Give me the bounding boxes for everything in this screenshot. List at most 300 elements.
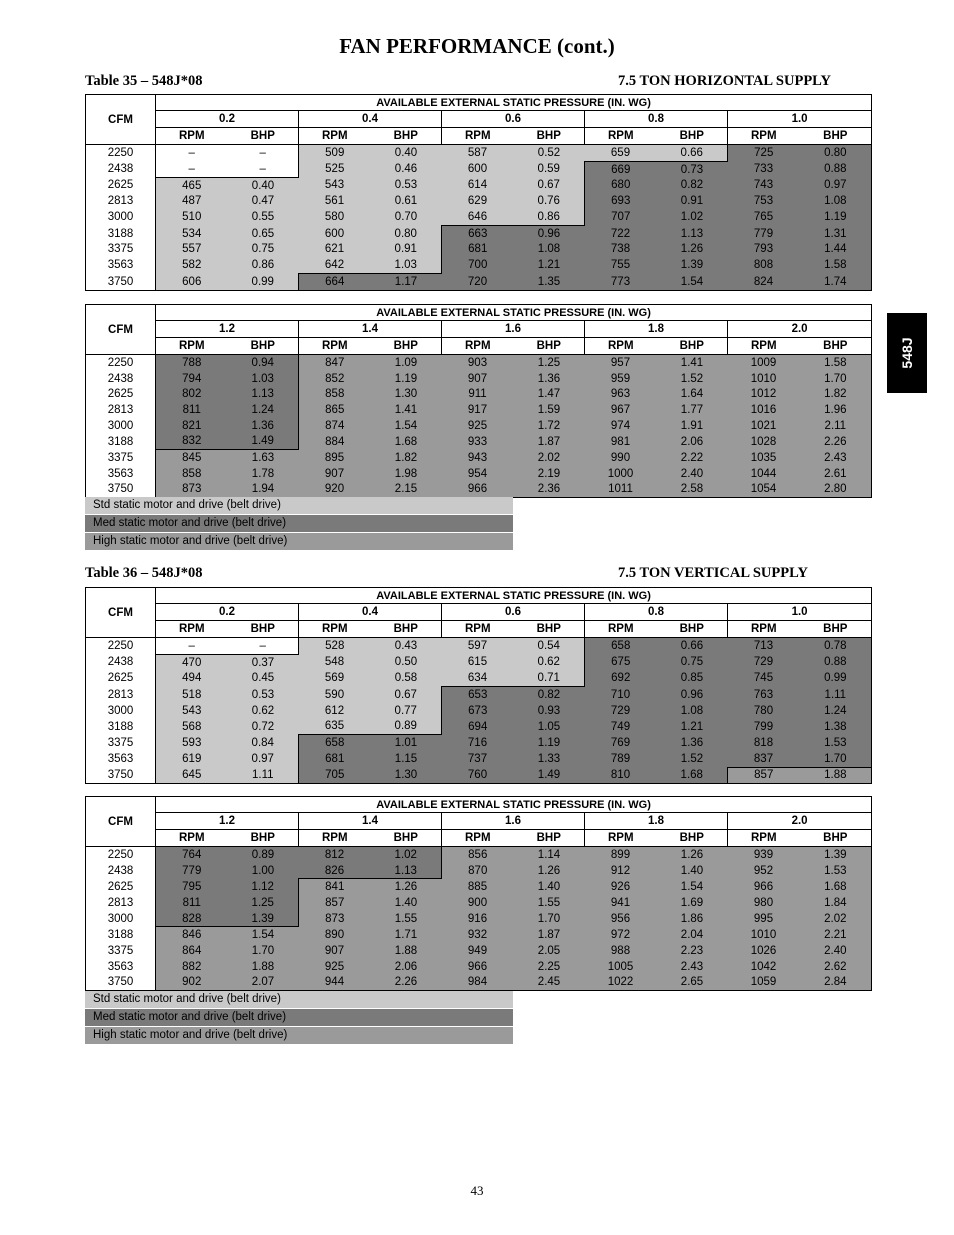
legend-med: Med static motor and drive (belt drive): [85, 515, 513, 532]
rpm-value: 621: [299, 242, 371, 258]
cfm-value: 2625: [86, 177, 156, 193]
rpm-value: 1059: [728, 975, 800, 991]
bhp-value: 1.49: [228, 433, 299, 449]
bhp-value: 2.21: [800, 927, 872, 943]
table-row: [86, 654, 872, 670]
bhp-value: 1.88: [800, 767, 872, 784]
rpm-value: 743: [728, 177, 800, 193]
rpm-value: 658: [299, 735, 371, 751]
rpm-value: 1010: [728, 371, 800, 387]
rpm-header: RPM: [299, 338, 371, 355]
cfm-header: CFM: [86, 797, 156, 847]
bhp-value: 1.24: [800, 703, 872, 719]
bhp-value: 0.89: [228, 847, 299, 863]
bhp-value: 1.70: [228, 943, 299, 959]
bhp-value: 1.13: [228, 386, 299, 402]
bhp-value: 1.02: [657, 209, 728, 225]
rpm-value: 692: [585, 670, 657, 686]
cfm-header: CFM: [86, 305, 156, 355]
rpm-value: 911: [442, 386, 514, 402]
bhp-value: 1.44: [800, 242, 872, 258]
rpm-value: 465: [156, 177, 228, 193]
bhp-value: 0.58: [371, 670, 442, 686]
bhp-value: 0.67: [371, 687, 442, 703]
static-pressure-header: AVAILABLE EXTERNAL STATIC PRESSURE (IN. WG): [156, 588, 872, 604]
pressure-header: 0.8: [585, 604, 728, 621]
bhp-value: 0.61: [371, 194, 442, 210]
rpm-value: 525: [299, 161, 371, 177]
bhp-value: 1.03: [371, 257, 442, 273]
table-row: [86, 879, 872, 895]
pressure-header: 0.8: [585, 111, 728, 128]
bhp-value: 1.21: [514, 257, 585, 273]
rpm-value: 865: [299, 402, 371, 418]
rpm-value: 663: [442, 225, 514, 241]
rpm-value: 856: [442, 847, 514, 863]
table-row: [86, 194, 872, 210]
rpm-value: 1021: [728, 418, 800, 434]
rpm-header: RPM: [299, 621, 371, 638]
rpm-value: 590: [299, 687, 371, 703]
rpm-value: 700: [442, 257, 514, 273]
rpm-value: 952: [728, 863, 800, 879]
bhp-value: 2.43: [657, 959, 728, 975]
rpm-value: 729: [585, 703, 657, 719]
rpm-value: 510: [156, 209, 228, 225]
bhp-value: 0.46: [371, 161, 442, 177]
pressure-header: 0.6: [442, 111, 585, 128]
bhp-value: 1.41: [371, 402, 442, 418]
pressure-header: 1.0: [728, 604, 872, 621]
bhp-value: 1.70: [514, 911, 585, 927]
pressure-header: 1.8: [585, 813, 728, 830]
bhp-value: 1.24: [228, 402, 299, 418]
bhp-header: BHP: [514, 830, 585, 847]
rpm-value: 693: [585, 194, 657, 210]
bhp-value: 0.54: [514, 638, 585, 655]
rpm-value: 939: [728, 847, 800, 863]
section-tab: [887, 313, 927, 393]
legend-high: High static motor and drive (belt drive): [85, 1027, 513, 1044]
rpm-header: RPM: [156, 338, 228, 355]
table-row: [86, 927, 872, 943]
table-row: [86, 225, 872, 241]
table-36-caption: [85, 565, 850, 583]
rpm-value: 615: [442, 654, 514, 670]
bhp-header: BHP: [657, 621, 728, 638]
bhp-value: 0.67: [514, 177, 585, 193]
rpm-value: 1028: [728, 433, 800, 449]
rpm-value: 812: [299, 847, 371, 863]
rpm-value: 1005: [585, 959, 657, 975]
bhp-value: 2.26: [800, 433, 872, 449]
bhp-value: 1.19: [371, 371, 442, 387]
bhp-value: 1.13: [371, 863, 442, 879]
bhp-value: 1.87: [514, 433, 585, 449]
bhp-value: 1.11: [228, 767, 299, 784]
table-row: [86, 433, 872, 449]
bhp-value: 0.40: [371, 145, 442, 162]
rpm-value: 858: [156, 466, 228, 482]
bhp-header: BHP: [371, 338, 442, 355]
cfm-value: 3000: [86, 418, 156, 434]
bhp-header: BHP: [800, 338, 872, 355]
rpm-value: 681: [442, 242, 514, 258]
rpm-value: 941: [585, 895, 657, 911]
pressure-header: 0.6: [442, 604, 585, 621]
rpm-header: RPM: [156, 621, 228, 638]
rpm-value: 899: [585, 847, 657, 863]
bhp-value: 2.40: [657, 466, 728, 482]
bhp-value: 1.78: [228, 466, 299, 482]
bhp-value: 0.82: [514, 687, 585, 703]
rpm-value: 821: [156, 418, 228, 434]
bhp-value: 0.66: [657, 638, 728, 655]
rpm-value: 580: [299, 209, 371, 225]
bhp-value: 0.59: [514, 161, 585, 177]
legend-std: Std static motor and drive (belt drive): [85, 497, 513, 514]
cfm-value: 3750: [86, 482, 156, 498]
bhp-value: 0.77: [371, 703, 442, 719]
bhp-header: BHP: [514, 338, 585, 355]
bhp-value: 2.80: [800, 482, 872, 498]
bhp-value: 2.40: [800, 943, 872, 959]
rpm-value: 907: [442, 371, 514, 387]
cfm-value: 3750: [86, 767, 156, 784]
rpm-value: 548: [299, 654, 371, 670]
rpm-value: 795: [156, 879, 228, 895]
legend-table-35: [85, 497, 513, 551]
bhp-value: 1.70: [800, 751, 872, 767]
bhp-value: 2.62: [800, 959, 872, 975]
table-row: [86, 943, 872, 959]
rpm-value: 956: [585, 911, 657, 927]
table-row: [86, 450, 872, 466]
bhp-value: 1.31: [800, 225, 872, 241]
rpm-value: 1022: [585, 975, 657, 991]
fan-performance-table: [85, 796, 872, 991]
rpm-value: 788: [156, 355, 228, 371]
pressure-header: 1.2: [156, 321, 299, 338]
bhp-value: 0.86: [514, 209, 585, 225]
rpm-value: 645: [156, 767, 228, 784]
bhp-value: 1.74: [800, 274, 872, 291]
pressure-header: 0.2: [156, 604, 299, 621]
bhp-value: 0.97: [228, 751, 299, 767]
rpm-header: RPM: [585, 830, 657, 847]
bhp-value: 1.94: [228, 482, 299, 498]
rpm-value: 764: [156, 847, 228, 863]
rpm-value: 664: [299, 274, 371, 291]
cfm-value: 3000: [86, 911, 156, 927]
rpm-value: 659: [585, 145, 657, 162]
bhp-value: 1.12: [228, 879, 299, 895]
rpm-value: 966: [728, 879, 800, 895]
rpm-value: 587: [442, 145, 514, 162]
rpm-value: 925: [442, 418, 514, 434]
bhp-value: 2.04: [657, 927, 728, 943]
table-row: [86, 975, 872, 991]
cfm-value: 2250: [86, 847, 156, 863]
pressure-header: 0.4: [299, 604, 442, 621]
table-row: [86, 718, 872, 734]
bhp-value: 0.94: [228, 355, 299, 371]
cfm-value: 3563: [86, 257, 156, 273]
rpm-header: RPM: [442, 830, 514, 847]
bhp-value: 1.21: [657, 718, 728, 734]
rpm-value: 680: [585, 177, 657, 193]
table-row: [86, 703, 872, 719]
static-pressure-header: AVAILABLE EXTERNAL STATIC PRESSURE (IN. WG): [156, 95, 872, 111]
table-36-title: Table 36 – 548J*08: [85, 565, 203, 581]
bhp-value: 1.02: [371, 847, 442, 863]
bhp-value: 2.43: [800, 450, 872, 466]
bhp-value: 1.91: [657, 418, 728, 434]
bhp-value: 1.58: [800, 355, 872, 371]
bhp-value: 2.65: [657, 975, 728, 991]
bhp-value: 0.85: [657, 670, 728, 686]
rpm-value: 857: [728, 767, 800, 784]
rpm-value: 753: [728, 194, 800, 210]
rpm-value: 600: [299, 225, 371, 241]
bhp-value: 1.88: [228, 959, 299, 975]
rpm-header: RPM: [585, 128, 657, 145]
bhp-value: 2.58: [657, 482, 728, 498]
rpm-value: 912: [585, 863, 657, 879]
bhp-value: 1.53: [800, 735, 872, 751]
table-row: [86, 751, 872, 767]
table-row: [86, 355, 872, 371]
rpm-value: 858: [299, 386, 371, 402]
rpm-value: 916: [442, 911, 514, 927]
bhp-value: 1.15: [371, 751, 442, 767]
cfm-value: 3000: [86, 209, 156, 225]
bhp-value: 1.05: [514, 718, 585, 734]
bhp-value: 1.77: [657, 402, 728, 418]
rpm-value: 1009: [728, 355, 800, 371]
table-row: [86, 274, 872, 291]
bhp-value: 1.39: [800, 847, 872, 863]
rpm-value: 926: [585, 879, 657, 895]
bhp-header: BHP: [657, 830, 728, 847]
bhp-value: 2.22: [657, 450, 728, 466]
rpm-value: –: [156, 145, 228, 162]
pressure-header: 1.0: [728, 111, 872, 128]
table-row: [86, 402, 872, 418]
rpm-value: 561: [299, 194, 371, 210]
rpm-value: 832: [156, 433, 228, 449]
rpm-value: 487: [156, 194, 228, 210]
cfm-value: 2438: [86, 371, 156, 387]
bhp-value: 1.86: [657, 911, 728, 927]
static-pressure-header: AVAILABLE EXTERNAL STATIC PRESSURE (IN. WG): [156, 305, 872, 321]
bhp-value: 1.72: [514, 418, 585, 434]
bhp-value: 0.65: [228, 225, 299, 241]
bhp-value: 1.26: [657, 242, 728, 258]
pressure-header: 0.2: [156, 111, 299, 128]
bhp-value: 1.54: [371, 418, 442, 434]
rpm-header: RPM: [442, 338, 514, 355]
cfm-value: 3750: [86, 975, 156, 991]
rpm-value: 673: [442, 703, 514, 719]
rpm-value: 1010: [728, 927, 800, 943]
bhp-value: 0.66: [657, 145, 728, 162]
rpm-value: 606: [156, 274, 228, 291]
rpm-value: 518: [156, 687, 228, 703]
page-number: 43: [470, 1183, 484, 1198]
table-row: [86, 386, 872, 402]
bhp-value: 2.15: [371, 482, 442, 498]
rpm-value: 967: [585, 402, 657, 418]
bhp-value: 0.99: [228, 274, 299, 291]
rpm-value: 619: [156, 751, 228, 767]
table-row: [86, 177, 872, 193]
bhp-value: 1.33: [514, 751, 585, 767]
cfm-value: 2438: [86, 863, 156, 879]
cfm-value: 3563: [86, 959, 156, 975]
cfm-value: 3563: [86, 751, 156, 767]
bhp-value: 0.82: [657, 177, 728, 193]
rpm-value: 779: [728, 225, 800, 241]
bhp-value: 0.80: [800, 145, 872, 162]
legend-high: High static motor and drive (belt drive): [85, 533, 513, 550]
bhp-value: 1.54: [228, 927, 299, 943]
rpm-value: 870: [442, 863, 514, 879]
rpm-header: RPM: [728, 128, 800, 145]
table-row: [86, 145, 872, 162]
rpm-value: 737: [442, 751, 514, 767]
rpm-value: 600: [442, 161, 514, 177]
bhp-value: 1.49: [514, 767, 585, 784]
bhp-value: 1.30: [371, 767, 442, 784]
rpm-value: 653: [442, 687, 514, 703]
bhp-value: 1.82: [800, 386, 872, 402]
table-row: [86, 242, 872, 258]
rpm-value: 738: [585, 242, 657, 258]
bhp-value: 1.26: [657, 847, 728, 863]
bhp-value: 1.55: [514, 895, 585, 911]
rpm-header: RPM: [442, 621, 514, 638]
rpm-value: 733: [728, 161, 800, 177]
bhp-value: 1.39: [657, 257, 728, 273]
rpm-value: 902: [156, 975, 228, 991]
bhp-header: BHP: [228, 338, 299, 355]
bhp-value: 1.68: [371, 433, 442, 449]
rpm-value: 1016: [728, 402, 800, 418]
cfm-value: 3188: [86, 433, 156, 449]
bhp-value: 0.78: [800, 638, 872, 655]
bhp-value: 1.14: [514, 847, 585, 863]
rpm-value: 903: [442, 355, 514, 371]
bhp-header: BHP: [800, 830, 872, 847]
bhp-value: 0.72: [228, 718, 299, 734]
rpm-value: 779: [156, 863, 228, 879]
rpm-value: 707: [585, 209, 657, 225]
rpm-value: 722: [585, 225, 657, 241]
pressure-header: 0.4: [299, 111, 442, 128]
rpm-value: 569: [299, 670, 371, 686]
bhp-value: 1.08: [800, 194, 872, 210]
table-35-title: Table 35 – 548J*08: [85, 73, 203, 89]
rpm-value: 710: [585, 687, 657, 703]
rpm-value: 873: [299, 911, 371, 927]
bhp-value: 1.52: [657, 371, 728, 387]
table-row: [86, 257, 872, 273]
bhp-value: 2.06: [657, 433, 728, 449]
bhp-value: 2.05: [514, 943, 585, 959]
bhp-header: BHP: [657, 128, 728, 145]
cfm-value: 3000: [86, 703, 156, 719]
cfm-value: 3375: [86, 943, 156, 959]
rpm-value: 794: [156, 371, 228, 387]
rpm-value: 780: [728, 703, 800, 719]
table-row: [86, 418, 872, 434]
bhp-value: 0.75: [228, 242, 299, 258]
bhp-value: 1.11: [800, 687, 872, 703]
bhp-value: 1.59: [514, 402, 585, 418]
rpm-value: 885: [442, 879, 514, 895]
bhp-value: 1.08: [514, 242, 585, 258]
rpm-value: 725: [728, 145, 800, 162]
rpm-value: 568: [156, 718, 228, 734]
rpm-value: 705: [299, 767, 371, 784]
cfm-value: 3750: [86, 274, 156, 291]
bhp-value: 0.71: [514, 670, 585, 686]
rpm-value: 890: [299, 927, 371, 943]
fan-performance-table: [85, 304, 872, 498]
rpm-value: 729: [728, 654, 800, 670]
bhp-value: 1.41: [657, 355, 728, 371]
table-row: [86, 863, 872, 879]
bhp-header: BHP: [657, 338, 728, 355]
bhp-value: 1.54: [657, 879, 728, 895]
rpm-header: RPM: [728, 830, 800, 847]
cfm-value: 2250: [86, 145, 156, 162]
rpm-value: 802: [156, 386, 228, 402]
rpm-value: 864: [156, 943, 228, 959]
rpm-value: 932: [442, 927, 514, 943]
rpm-value: 949: [442, 943, 514, 959]
table-row: [86, 911, 872, 927]
table-row: [86, 687, 872, 703]
rpm-value: 745: [728, 670, 800, 686]
cfm-header: CFM: [86, 588, 156, 638]
rpm-value: 925: [299, 959, 371, 975]
rpm-value: 847: [299, 355, 371, 371]
rpm-value: 1042: [728, 959, 800, 975]
rpm-value: 612: [299, 703, 371, 719]
table-row: [86, 847, 872, 863]
bhp-value: 0.93: [514, 703, 585, 719]
bhp-header: BHP: [514, 128, 585, 145]
bhp-value: 2.02: [800, 911, 872, 927]
rpm-header: RPM: [156, 128, 228, 145]
rpm-value: 629: [442, 194, 514, 210]
rpm-value: 593: [156, 735, 228, 751]
rpm-value: 635: [299, 718, 371, 734]
bhp-value: 1.53: [800, 863, 872, 879]
bhp-value: 2.06: [371, 959, 442, 975]
table-35-subtitle: 7.5 TON HORIZONTAL SUPPLY: [618, 73, 831, 89]
rpm-value: 944: [299, 975, 371, 991]
rpm-value: 828: [156, 911, 228, 927]
rpm-value: 995: [728, 911, 800, 927]
rpm-value: 1000: [585, 466, 657, 482]
rpm-header: RPM: [299, 830, 371, 847]
bhp-value: 0.86: [228, 257, 299, 273]
bhp-value: 0.97: [800, 177, 872, 193]
table-row: [86, 959, 872, 975]
